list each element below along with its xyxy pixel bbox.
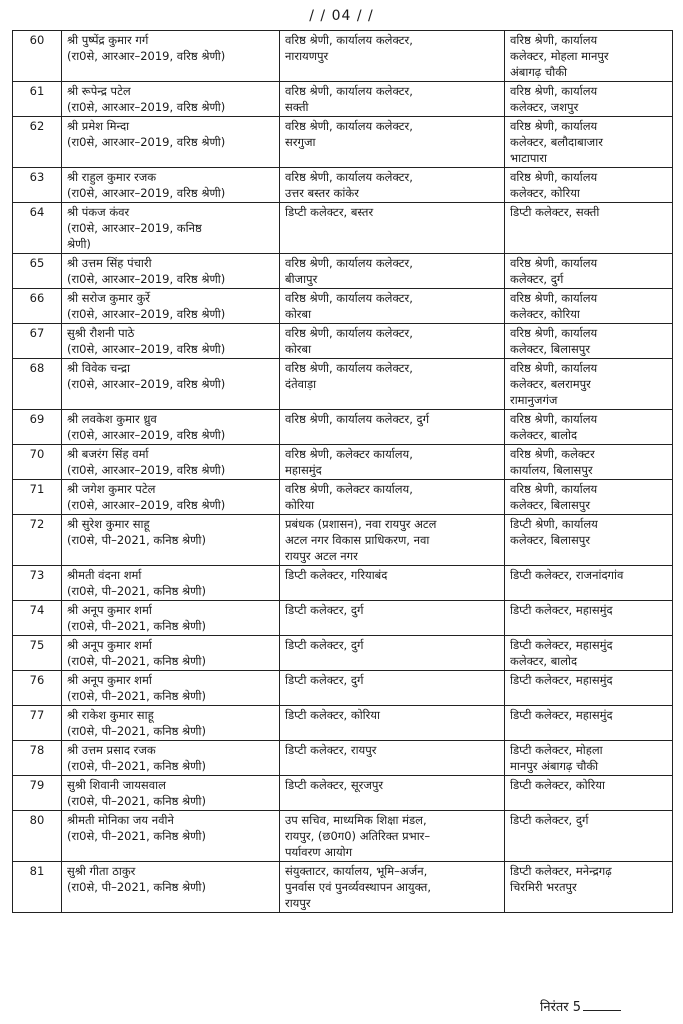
new-posting-line: वरिष्ठ श्रेणी, कार्यालय (510, 361, 598, 375)
serial-number: 81 (13, 862, 62, 913)
table-row (13, 168, 673, 203)
current-posting-cell (280, 776, 505, 811)
officer-batch: (रा0से, आरआर–2019, कनिष्ठ (67, 221, 202, 235)
officer-batch: (रा0से, आरआर–2019, वरिष्ठ श्रेणी) (67, 377, 226, 391)
table-row (13, 811, 673, 862)
new-posting-line: कलेक्टर, बलरामपुर (510, 377, 591, 391)
serial-number: 67 (13, 324, 62, 359)
new-posting-line: कलेक्टर, मोहला मानपुर (510, 49, 609, 63)
new-posting-line: रामानुजगंज (510, 393, 558, 407)
officer-batch: (रा0से, आरआर–2019, वरिष्ठ श्रेणी) (67, 135, 226, 149)
officer-batch: (रा0से, आरआर–2019, वरिष्ठ श्रेणी) (67, 272, 226, 286)
continued-note (540, 997, 621, 1015)
current-posting-line: डिप्टी कलेक्टर, सूरजपुर (285, 778, 384, 792)
current-posting-line: रायपुर, (छ0ग0) अतिरिक्त प्रभार– (285, 829, 431, 843)
serial-number: 75 (13, 636, 62, 671)
officer-name: श्री प्रमेश मिन्दा (67, 119, 130, 133)
new-posting-line: कलेक्टर, बिलासपुर (510, 342, 591, 356)
officer-name: सुश्री रौशनी पाठे (67, 326, 135, 340)
officer-name: सुश्री शिवानी जायसवाल (67, 778, 166, 792)
new-posting-line: कलेक्टर, बलौदाबाजार (510, 135, 603, 149)
officer-cell (62, 741, 280, 776)
officer-cell (62, 254, 280, 289)
new-posting-cell (505, 601, 673, 636)
continued-rule (583, 1010, 621, 1011)
table-row (13, 117, 673, 168)
officer-batch: (रा0से, पी–2021, कनिष्ठ श्रेणी) (67, 794, 206, 808)
new-posting-line: डिप्टी कलेक्टर, महासमुंद (510, 708, 613, 722)
current-posting-line: डिप्टी कलेक्टर, बस्तर (285, 205, 374, 219)
officer-name: श्री सुरेश कुमार साहू (67, 517, 150, 531)
new-posting-line: वरिष्ठ श्रेणी, कार्यालय (510, 326, 598, 340)
current-posting-line: डिप्टी कलेक्टर, दुर्ग (285, 603, 364, 617)
new-posting-cell (505, 359, 673, 410)
officer-cell (62, 289, 280, 324)
current-posting-cell (280, 480, 505, 515)
current-posting-cell (280, 168, 505, 203)
officer-name: श्री पंकज कंवर (67, 205, 130, 219)
new-posting-line: वरिष्ठ श्रेणी, कार्यालय (510, 291, 598, 305)
current-posting-line: वरिष्ठ श्रेणी, कार्यालय कलेक्टर, (285, 256, 413, 270)
serial-number: 64 (13, 203, 62, 254)
serial-number: 80 (13, 811, 62, 862)
officer-name: श्री उत्तम प्रसाद रजक (67, 743, 156, 757)
new-posting-cell (505, 254, 673, 289)
current-posting-line: दंतेवाड़ा (285, 377, 317, 391)
current-posting-line: सक्ती (285, 100, 309, 114)
officer-batch: (रा0से, आरआर–2019, वरिष्ठ श्रेणी) (67, 463, 226, 477)
current-posting-line: वरिष्ठ श्रेणी, कार्यालय कलेक्टर, (285, 119, 413, 133)
officer-batch: (रा0से, पी–2021, कनिष्ठ श्रेणी) (67, 829, 206, 843)
page-number: / / 04 / / (309, 8, 374, 24)
officer-cell (62, 203, 280, 254)
officer-cell (62, 671, 280, 706)
table-row (13, 706, 673, 741)
serial-number: 73 (13, 566, 62, 601)
table-row (13, 410, 673, 445)
new-posting-cell (505, 31, 673, 82)
new-posting-line: वरिष्ठ श्रेणी, कार्यालय (510, 256, 598, 270)
officer-batch: (रा0से, पी–2021, कनिष्ठ श्रेणी) (67, 759, 206, 773)
serial-number: 72 (13, 515, 62, 566)
new-posting-line: चिरमिरी भरतपुर (510, 880, 577, 894)
current-posting-line: संयुक्ताटर, कार्यालय, भूमि–अर्जन, (285, 864, 428, 878)
current-posting-line: सरगुजा (285, 135, 316, 149)
current-posting-line: वरिष्ठ श्रेणी, कार्यालय कलेक्टर, (285, 361, 413, 375)
new-posting-line: वरिष्ठ श्रेणी, कार्यालय (510, 84, 598, 98)
serial-number: 68 (13, 359, 62, 410)
officer-batch: (रा0से, पी–2021, कनिष्ठ श्रेणी) (67, 724, 206, 738)
new-posting-cell (505, 566, 673, 601)
current-posting-line: बीजापुर (285, 272, 318, 286)
new-posting-line: कलेक्टर, बालोद (510, 428, 578, 442)
serial-number: 60 (13, 31, 62, 82)
new-posting-line: वरिष्ठ श्रेणी, कार्यालय (510, 33, 598, 47)
officer-cell (62, 445, 280, 480)
officer-batch: (रा0से, आरआर–2019, वरिष्ठ श्रेणी) (67, 342, 226, 356)
new-posting-line: भाटापारा (510, 151, 548, 165)
table-row (13, 636, 673, 671)
officer-cell (62, 359, 280, 410)
current-posting-cell (280, 254, 505, 289)
current-posting-cell (280, 601, 505, 636)
new-posting-line: वरिष्ठ श्रेणी, कार्यालय (510, 482, 598, 496)
table-row (13, 480, 673, 515)
serial-number: 78 (13, 741, 62, 776)
officer-batch: (रा0से, आरआर–2019, वरिष्ठ श्रेणी) (67, 307, 226, 321)
serial-number: 70 (13, 445, 62, 480)
current-posting-cell (280, 31, 505, 82)
new-posting-line: कलेक्टर, बालोद (510, 654, 578, 668)
current-posting-cell (280, 811, 505, 862)
officer-name: श्री रूपेन्द्र पटेल (67, 84, 131, 98)
officer-cell (62, 410, 280, 445)
serial-number: 77 (13, 706, 62, 741)
officer-batch: (रा0से, आरआर–2019, वरिष्ठ श्रेणी) (67, 498, 226, 512)
current-posting-line: रायपुर (285, 896, 311, 910)
current-posting-cell (280, 445, 505, 480)
officer-name: श्री राहुल कुमार रजक (67, 170, 157, 184)
current-posting-line: डिप्टी कलेक्टर, गरियाबंद (285, 568, 388, 582)
serial-number: 63 (13, 168, 62, 203)
table-row (13, 289, 673, 324)
officer-cell (62, 636, 280, 671)
new-posting-cell (505, 741, 673, 776)
serial-number: 69 (13, 410, 62, 445)
officer-cell (62, 515, 280, 566)
new-posting-cell (505, 445, 673, 480)
officer-cell (62, 324, 280, 359)
current-posting-line: पर्यावरण आयोग (285, 845, 353, 859)
current-posting-line: डिप्टी कलेक्टर, कोरिया (285, 708, 381, 722)
current-posting-cell (280, 636, 505, 671)
current-posting-line: डिप्टी कलेक्टर, दुर्ग (285, 638, 364, 652)
officer-name: श्री बजरंग सिंह वर्मा (67, 447, 149, 461)
current-posting-cell (280, 82, 505, 117)
table-row (13, 445, 673, 480)
officer-name: श्री पुष्पेंद्र कुमार गर्ग (67, 33, 149, 47)
new-posting-line: कलेक्टर, दुर्ग (510, 272, 564, 286)
new-posting-line: डिप्टी कलेक्टर, महासमुंद (510, 603, 613, 617)
officer-batch: (रा0से, आरआर–2019, वरिष्ठ श्रेणी) (67, 49, 226, 63)
officer-cell (62, 82, 280, 117)
current-posting-cell (280, 566, 505, 601)
current-posting-line: वरिष्ठ श्रेणी, कार्यालय कलेक्टर, (285, 170, 413, 184)
new-posting-line: वरिष्ठ श्रेणी, कार्यालय (510, 119, 598, 133)
current-posting-line: प्रबंधक (प्रशासन), नवा रायपुर अटल (285, 517, 437, 531)
new-posting-line: कलेक्टर, जशपुर (510, 100, 579, 114)
current-posting-line: महासमुंद (285, 463, 322, 477)
new-posting-line: वरिष्ठ श्रेणी, कार्यालय (510, 170, 598, 184)
officer-cell (62, 811, 280, 862)
new-posting-line: डिप्टी कलेक्टर, राजनांदगांव (510, 568, 624, 582)
new-posting-cell (505, 811, 673, 862)
officer-batch: (रा0से, पी–2021, कनिष्ठ श्रेणी) (67, 533, 206, 547)
current-posting-line: वरिष्ठ श्रेणी, कार्यालय कलेक्टर, (285, 291, 413, 305)
table-row (13, 776, 673, 811)
current-posting-line: वरिष्ठ श्रेणी, कार्यालय कलेक्टर, दुर्ग (285, 412, 430, 426)
new-posting-cell (505, 289, 673, 324)
serial-number: 79 (13, 776, 62, 811)
transfer-table (12, 30, 673, 913)
new-posting-line: डिप्टी कलेक्टर, कोरिया (510, 778, 606, 792)
officer-cell (62, 601, 280, 636)
new-posting-cell (505, 168, 673, 203)
officer-name: श्रीमती वंदना शर्मा (67, 568, 142, 582)
new-posting-line: वरिष्ठ श्रेणी, कलेक्टर (510, 447, 595, 461)
officer-batch: (रा0से, पी–2021, कनिष्ठ श्रेणी) (67, 689, 206, 703)
current-posting-line: रायपुर अटल नगर (285, 549, 358, 563)
current-posting-cell (280, 117, 505, 168)
officer-name: श्री उत्तम सिंह पंचारी (67, 256, 152, 270)
new-posting-cell (505, 203, 673, 254)
officer-name: श्री विवेक चन्द्रा (67, 361, 130, 375)
officer-cell (62, 862, 280, 913)
new-posting-cell (505, 324, 673, 359)
table-row (13, 741, 673, 776)
new-posting-cell (505, 480, 673, 515)
officer-cell (62, 480, 280, 515)
officer-name: श्री जगेश कुमार पटेल (67, 482, 156, 496)
new-posting-line: मानपुर अंबागढ़ चौकी (510, 759, 599, 773)
current-posting-line: उत्तर बस्तर कांकेर (285, 186, 359, 200)
current-posting-cell (280, 324, 505, 359)
officer-batch-cont: श्रेणी) (67, 237, 91, 251)
serial-number: 66 (13, 289, 62, 324)
table-row (13, 82, 673, 117)
table-row (13, 862, 673, 913)
current-posting-cell (280, 862, 505, 913)
serial-number: 76 (13, 671, 62, 706)
officer-batch: (रा0से, पी–2021, कनिष्ठ श्रेणी) (67, 654, 206, 668)
officer-batch: (रा0से, पी–2021, कनिष्ठ श्रेणी) (67, 619, 206, 633)
current-posting-cell (280, 289, 505, 324)
new-posting-line: अंबागढ़ चौकी (510, 65, 568, 79)
new-posting-line: वरिष्ठ श्रेणी, कार्यालय (510, 412, 598, 426)
officer-batch: (रा0से, आरआर–2019, वरिष्ठ श्रेणी) (67, 428, 226, 442)
new-posting-cell (505, 862, 673, 913)
new-posting-line: कलेक्टर, कोरिया (510, 186, 580, 200)
table-row (13, 566, 673, 601)
officer-name: श्रीमती मोनिका जय नवीने (67, 813, 174, 827)
serial-number: 71 (13, 480, 62, 515)
officer-cell (62, 566, 280, 601)
new-posting-cell (505, 82, 673, 117)
current-posting-cell (280, 359, 505, 410)
new-posting-line: डिप्टी कलेक्टर, दुर्ग (510, 813, 589, 827)
current-posting-cell (280, 706, 505, 741)
table-row (13, 203, 673, 254)
officer-batch: (रा0से, आरआर–2019, वरिष्ठ श्रेणी) (67, 186, 226, 200)
table-row (13, 359, 673, 410)
table-row (13, 671, 673, 706)
officer-batch: (रा0से, पी–2021, कनिष्ठ श्रेणी) (67, 880, 206, 894)
current-posting-line: डिप्टी कलेक्टर, रायपुर (285, 743, 377, 757)
current-posting-line: वरिष्ठ श्रेणी, कलेक्टर कार्यालय, (285, 447, 413, 461)
serial-number: 65 (13, 254, 62, 289)
new-posting-cell (505, 776, 673, 811)
new-posting-line: डिप्टी कलेक्टर, मोहला (510, 743, 603, 757)
new-posting-cell (505, 117, 673, 168)
serial-number: 74 (13, 601, 62, 636)
new-posting-line: कलेक्टर, बिलासपुर (510, 533, 591, 547)
new-posting-cell (505, 636, 673, 671)
new-posting-line: कलेक्टर, बिलासपुर (510, 498, 591, 512)
table-row (13, 601, 673, 636)
officer-cell (62, 706, 280, 741)
transfer-table-body (13, 31, 673, 913)
new-posting-line: डिप्टी कलेक्टर, मनेन्द्रगढ़ (510, 864, 612, 878)
current-posting-line: पुनर्वास एवं पुनर्व्यवस्थापन आयुक्त, (285, 880, 431, 894)
new-posting-cell (505, 515, 673, 566)
current-posting-line: वरिष्ठ श्रेणी, कार्यालय कलेक्टर, (285, 84, 413, 98)
officer-name: श्री सरोज कुमार कुर्रे (67, 291, 151, 305)
table-row (13, 324, 673, 359)
new-posting-line: डिप्टी कलेक्टर, महासमुंद (510, 638, 613, 652)
officer-cell (62, 776, 280, 811)
table-row (13, 31, 673, 82)
current-posting-line: वरिष्ठ श्रेणी, कलेक्टर कार्यालय, (285, 482, 413, 496)
officer-name: श्री अनूप कुमार शर्मा (67, 638, 152, 652)
new-posting-cell (505, 706, 673, 741)
table-row (13, 515, 673, 566)
new-posting-line: डिप्टी श्रेणी, कार्यालय (510, 517, 598, 531)
officer-cell (62, 117, 280, 168)
current-posting-cell (280, 741, 505, 776)
new-posting-line: डिप्टी कलेक्टर, महासमुंद (510, 673, 613, 687)
officer-name: श्री राकेश कुमार साहू (67, 708, 154, 722)
table-row (13, 254, 673, 289)
officer-batch: (रा0से, पी–2021, कनिष्ठ श्रेणी) (67, 584, 206, 598)
officer-cell (62, 31, 280, 82)
officer-cell (62, 168, 280, 203)
officer-name: श्री अनूप कुमार शर्मा (67, 603, 152, 617)
new-posting-line: डिप्टी कलेक्टर, सक्ती (510, 205, 600, 219)
officer-name: श्री अनूप कुमार शर्मा (67, 673, 152, 687)
continued-page: 5 (572, 1000, 582, 1015)
current-posting-line: कोरिया (285, 498, 315, 512)
continued-label: निरंतर (540, 1000, 569, 1015)
serial-number: 62 (13, 117, 62, 168)
serial-number: 61 (13, 82, 62, 117)
current-posting-line: वरिष्ठ श्रेणी, कार्यालय कलेक्टर, (285, 326, 413, 340)
new-posting-line: कार्यालय, बिलासपुर (510, 463, 593, 477)
current-posting-cell (280, 515, 505, 566)
current-posting-line: डिप्टी कलेक्टर, दुर्ग (285, 673, 364, 687)
officer-name: सुश्री गीता ठाकुर (67, 864, 136, 878)
current-posting-line: अटल नगर विकास प्राधिकरण, नवा (285, 533, 430, 547)
current-posting-line: उप सचिव, माध्यमिक शिक्षा मंडल, (285, 813, 427, 827)
current-posting-line: कोरबा (285, 307, 312, 321)
new-posting-line: कलेक्टर, कोरिया (510, 307, 580, 321)
officer-name: श्री लवकेश कुमार ध्रुव (67, 412, 157, 426)
new-posting-cell (505, 671, 673, 706)
current-posting-cell (280, 203, 505, 254)
current-posting-line: कोरबा (285, 342, 312, 356)
current-posting-cell (280, 410, 505, 445)
current-posting-cell (280, 671, 505, 706)
officer-batch: (रा0से, आरआर–2019, वरिष्ठ श्रेणी) (67, 100, 226, 114)
current-posting-line: नारायणपुर (285, 49, 329, 63)
current-posting-line: वरिष्ठ श्रेणी, कार्यालय कलेक्टर, (285, 33, 413, 47)
new-posting-cell (505, 410, 673, 445)
